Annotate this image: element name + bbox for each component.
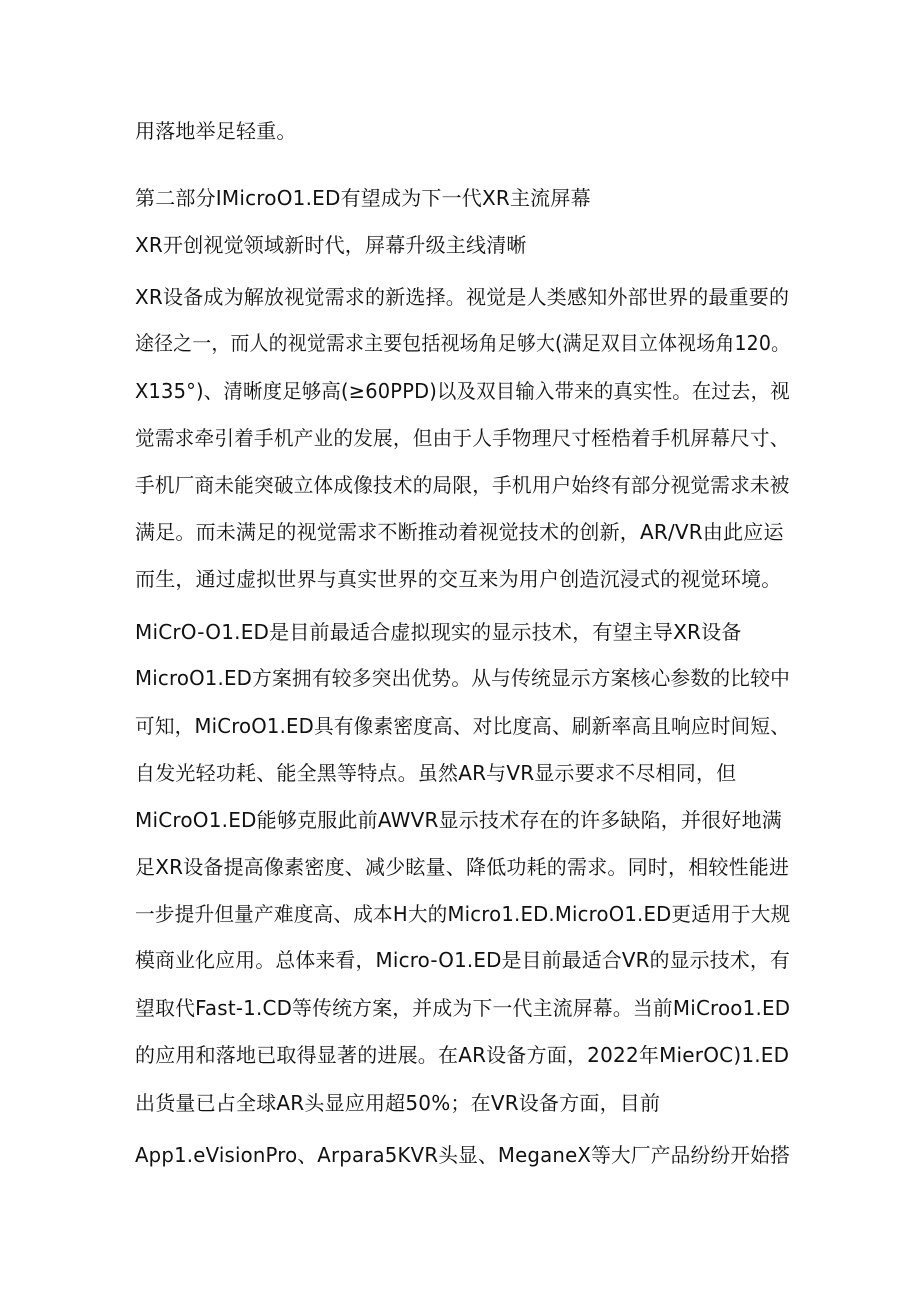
text-line: 觉需求牵引着手机产业的发展，但由于人手物理尺寸桎梏着手机屏幕尺寸、: [135, 426, 790, 450]
text-line: 足XR设备提高像素密度、减少眩量、降低功耗的需求。同时，相较性能进: [135, 855, 790, 879]
text-line: MiCroO1.ED能够克服此前AWVR显示技术存在的许多缺陷，并很好地满: [135, 808, 782, 832]
text-line: XR设备成为解放视觉需求的新选择。视觉是人类感知外部世界的最重要的: [135, 285, 790, 309]
text-line: 可知，MiCroO1.ED具有像素密度高、对比度高、刷新率高且响应时间短、: [135, 714, 791, 738]
text-line: X135°)、清晰度足够高(≥60PPD)以及双目输入带来的真实性。在过去，视: [135, 379, 790, 403]
text-line: 用落地举足轻重。: [135, 119, 297, 143]
text-line: 模商业化应用。总体来看，Micro-O1.ED是目前最适合VR的显示技术，有: [135, 948, 790, 972]
text-line: 手机厂商未能突破立体成像技术的局限，手机用户始终有部分视觉需求未被: [135, 473, 790, 497]
text-line: 自发光轻功耗、能全黑等特点。虽然AR与VR显示要求不尽相同，但: [135, 761, 737, 785]
text-line: 出货量已占全球AR头显应用超50%；在VR设备方面，目前: [135, 1091, 661, 1115]
text-line: 途径之一，而人的视觉需求主要包括视场角足够大(满足双目立体视场角120。: [135, 331, 791, 355]
subsection-heading: MiCrO-O1.ED是目前最适合虚拟现实的显示技术，有望主导XR设备: [135, 620, 742, 644]
text-line: MicroO1.ED方案拥有较多突出优势。从与传统显示方案核心参数的比较中: [135, 666, 791, 690]
text-line: 满足。而未满足的视觉需求不断推动着视觉技术的创新，AR/VR由此应运: [135, 520, 784, 544]
text-line: 望取代Fast-1.CD等传统方案，并成为下一代主流屏幕。当前MiCroo1.ED: [135, 996, 791, 1020]
text-line: 一步提升但量产难度高、成本H大的Micro1.ED.MicroO1.ED更适用于大规: [135, 902, 791, 926]
section-heading: 第二部分IMicroO1.ED有望成为下一代XR主流屏幕: [135, 186, 591, 210]
text-line: 而生，通过虚拟世界与真实世界的交互来为用户创造沉浸式的视觉环境。: [135, 567, 782, 591]
text-line: App1.eVisionPro、Arpara5KVR头显、MeganeX等大厂产品纷纷开始搭: [135, 1143, 791, 1167]
subsection-heading: XR开创视觉领域新时代，屏幕升级主线清晰: [135, 233, 527, 257]
text-line: 的应用和落地已取得显著的进展。在AR设备方面，2022年MierOC)1.ED: [135, 1043, 790, 1067]
